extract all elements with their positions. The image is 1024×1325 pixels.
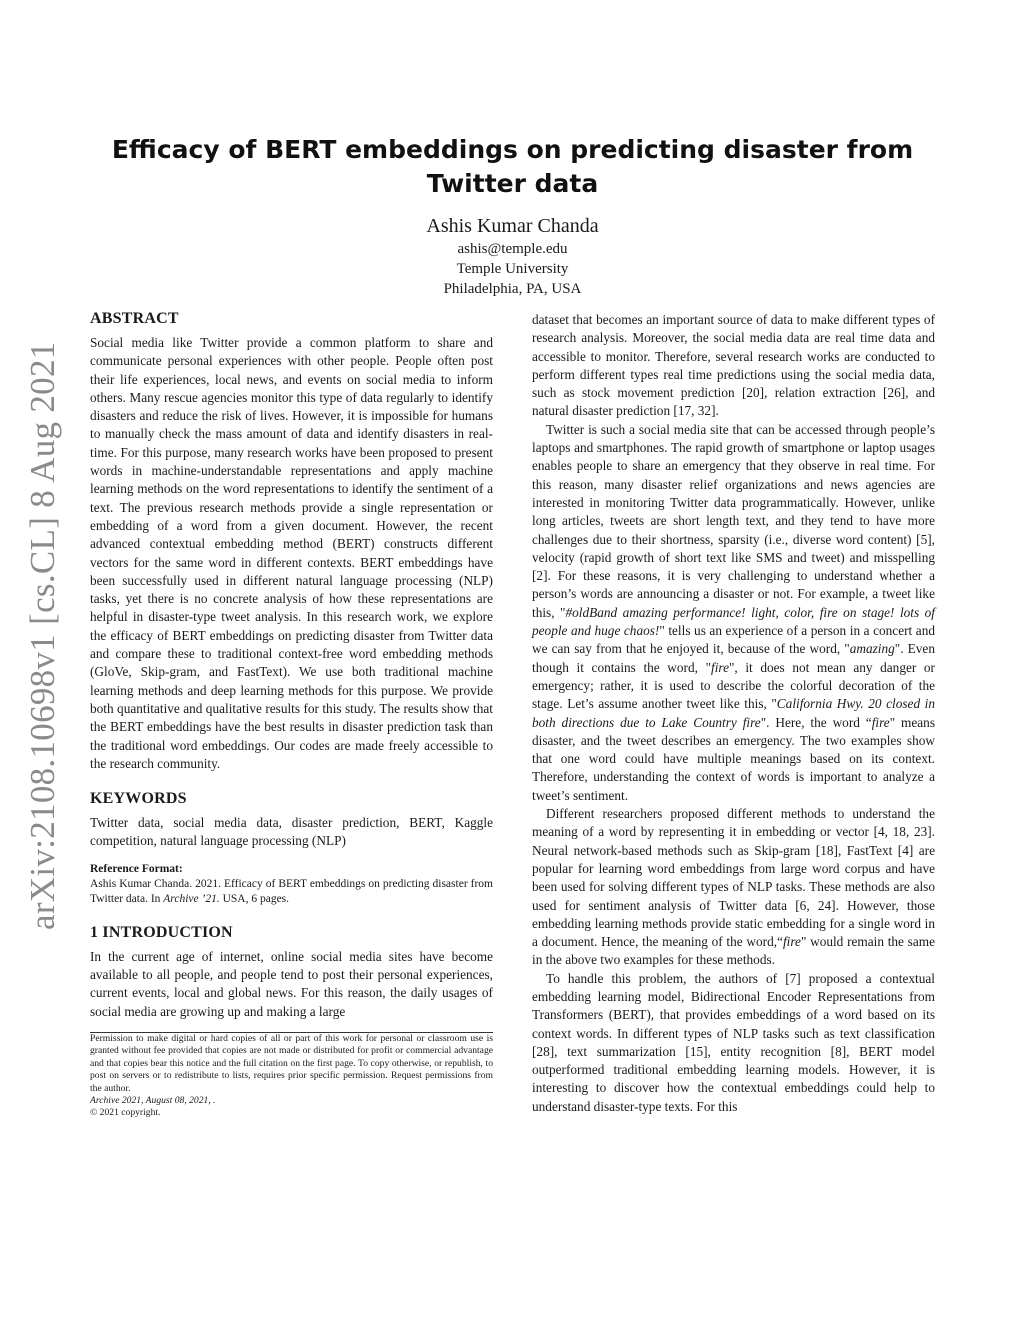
word-fire-2: fire [871, 714, 890, 730]
author-name: Ashis Kumar Chanda [426, 215, 599, 237]
reference-text-after: USA, 6 pages. [219, 892, 290, 905]
reference-format-text [90, 877, 493, 907]
intro-paragraph-continued: dataset that becomes an important source of data to make different types of research analysis. Moreover, the social media data are real time data and accessible to monitor. Therefore, several research works are conducted to perform different types real time predictions using the social media data, such as stock movement prediction [20], relation extraction [26], and natural disaster prediction [17, 32]. [532, 312, 935, 419]
title-line-2: Twitter data [426, 169, 599, 198]
author-location: Philadelphia, PA, USA [443, 281, 582, 297]
intro-paragraph-twitter [532, 421, 935, 805]
p2-part-f: " means disaster, and the tweet describes an emergency. The two examples show that one word could have multiple meanings based on its context. Therefore, understanding the context of words is important to analyze a tweet’s sentiment. [532, 714, 935, 803]
intro-paragraph-methods [532, 805, 935, 970]
author-affiliation: Temple University [456, 261, 569, 277]
reference-venue: Archive ’21. [163, 892, 220, 905]
author-block [90, 213, 935, 299]
p2-part-e: ". Here, the word “ [760, 714, 872, 730]
title-line-1: Efficacy of BERT embeddings on predicting disaster from [111, 135, 914, 164]
arxiv-identifier: arXiv:2108.10698v1 [cs.CL] 8 Aug 2021 [23, 341, 62, 930]
keywords-text: Twitter data, social media data, disaster prediction, BERT, Kaggle competition, natural language processing (NLP) [90, 815, 493, 849]
paper-title [90, 133, 935, 201]
left-column [90, 308, 493, 1120]
word-fire-1: fire [711, 659, 729, 675]
p3-part-a: Different researchers proposed different methods to understand the meaning of a word by representing it in embedding or vector [4, 18, 23]. Neural network-based methods such as Skip-gram [18], FastText [4] are popular for learning word embeddings from large word corpus and have been used for solving different types of NLP tasks. These methods are also used for sentiment analysis of Twitter data [6, 24]. However, those embedding learning methods provide static embedding for a single word in a document. Hence, the meaning of the word,“ [532, 806, 935, 950]
abstract-heading: ABSTRACT [90, 310, 179, 327]
p2-part-b: " tells us an experience of a person in a concert and we can say from that he enjoyed it, because of the word, " [532, 623, 935, 657]
tweet-example-2: California Hwy. 20 closed in both directions due to Lake Country fire [532, 696, 935, 730]
word-fire-3: fire [782, 934, 801, 950]
keywords-heading: KEYWORDS [90, 790, 187, 808]
p2-part-c: ". Even though it contains the word, " [532, 641, 935, 675]
reference-text-before: Ashis Kumar Chanda. 2021. Efficacy of BERT embeddings on predicting disaster from Twitter data. In [90, 877, 493, 905]
abstract-text: Social media like Twitter provide a common platform to share and communicate personal experiences with other people. People often post their life experiences, local news, and events on social media to inform others. Many rescue agencies monitor this type of data regularly to identify disasters and reduce the risk of lives. However, it is impossible for humans to manually check the mass amount of data and identify disasters in real-time. For this purpose, many research works have been proposed to present words in machine-understandable representations and apply machine learning methods on the word representations to identify the sentiment of a text. The previous research methods provide a single representation or embedding of a word from a given document. However, the recent advanced contextual embedding method (BERT) constructs different vectors for the same word in different contexts. BERT embeddings have been successfully used in different natural language processing (NLP) tasks, yet there is no concrete analysis of how these representations are helpful in disaster-type tweet analysis. In this research work, we explore the efficacy of BERT embeddings on predicting disaster from Twitter data and compare these to traditional context-free word embedding methods (GloVe, Skip-gram, and FastText). We use both traditional machine learning methods and deep learning methods for this purpose. We provide both quantitative and qualitative results for this study. The results show that the BERT embeddings have the best results in disaster prediction task than the traditional word embeddings. Our codes are made freely accessible to the research community. [90, 335, 493, 771]
p3-part-b: " would remain the same in the above two examples for these methods. [532, 934, 936, 968]
permission-notice: Permission to make digital or hard copies of all or part of this work for personal or classroom use is granted without fee provided that copies are not made or distributed for profit or commercial advantage and that copies bear this notice and the full citation on the first page. To copy otherwise, or republish, to post on servers or to redistribute to lists, requires prior specific permission. Request permissions from the author. [90, 1032, 493, 1094]
tweet-example-1: #oldBand amazing performance! light, color, fire on stage! lots of people and huge chaos! [532, 604, 935, 639]
intro-paragraph-bert: To handle this problem, the authors of [7] proposed a contextual embedding learning model, Bidirectional Encoder Representations from Transformers (BERT), that provides embeddings of a word based on its context words. In different types of NLP tasks such as text classification [28], text summarization [15], entity recognition [8], BERT model outperformed traditional embedding learning models. However, it is interesting to discover how the contextual embeddings could help to understand disaster-type texts. For this [532, 970, 935, 1114]
reference-format [90, 862, 493, 907]
title-block [90, 133, 935, 201]
p2-part-a: Twitter is such a social media site that can be accessed through people’s laptops and smartphones. The rapid growth of smartphone or laptop usages enables people to share an emergency that they observe in real time. For this reason, many disaster relief organizations and news agencies are interested in monitoring Twitter data programmatically. However, unlike long articles, tweets are short length text, and they tend to have more challenges due to their shortness, sparsity (i.e., diverse word content) [5], velocity (rapid growth of short text like SMS and tweet) and misspelling [2]. For these reasons, it is very challenging to understand whether a person’s words are announcing a disaster or not. For example, a tweet like this, " [532, 421, 935, 620]
reference-format-heading: Reference Format: [90, 862, 183, 875]
word-amazing: amazing [849, 641, 895, 657]
introduction-paragraph-1: In the current age of internet, online social media sites have become available to all people, and people tend to post their personal experiences, current events, local and global news. For this reason, the daily usages of social media are growing up and making a large [90, 948, 493, 1019]
author-email: ashis@temple.edu [457, 241, 568, 257]
right-column [532, 311, 935, 1116]
introduction-heading: 1 INTRODUCTION [90, 923, 233, 941]
archive-line [90, 1095, 493, 1107]
p2-part-d: ", it does not mean any danger or emergency; rather, it is used to describe the colorful decoration of the stage. Let’s assume another tweet like this, " [532, 659, 935, 712]
archive-text: Archive 2021, August 08, 2021, . [90, 1094, 216, 1106]
copyright-line: © 2021 copyright. [90, 1107, 161, 1119]
